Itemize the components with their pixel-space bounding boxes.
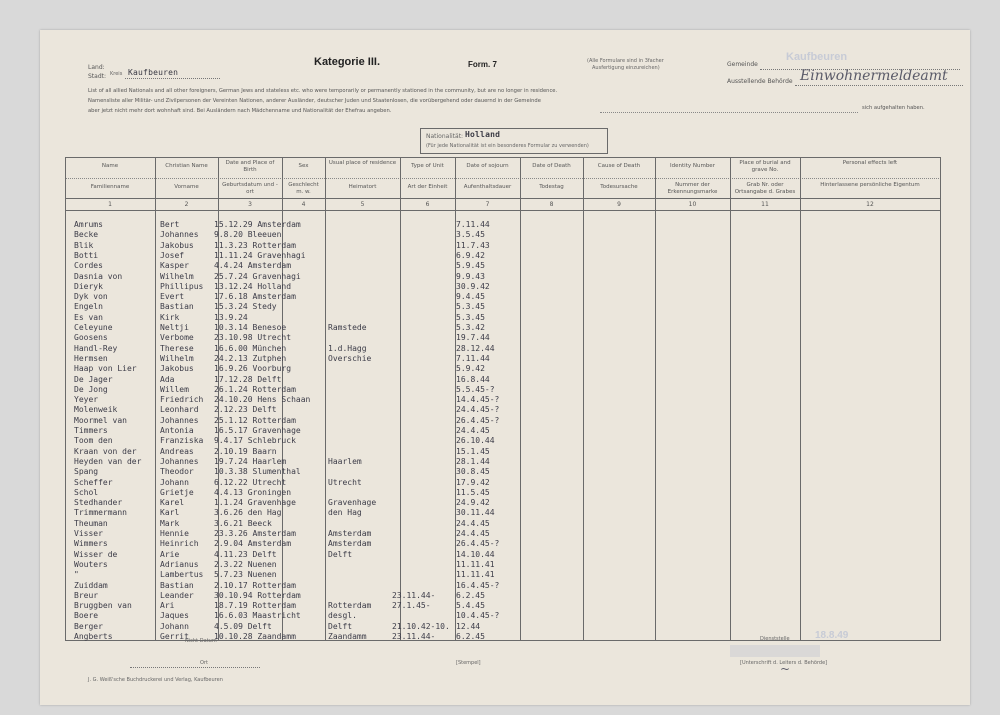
cell-vorname: Heinrich bbox=[160, 539, 199, 549]
cell-vorname: Leonhard bbox=[160, 405, 199, 415]
table-header-bottom bbox=[65, 198, 941, 199]
col-number: 8 bbox=[549, 201, 554, 208]
cell-geb: 2.10.17 Rotterdam bbox=[214, 580, 296, 590]
col-header-de: Todesursache bbox=[600, 184, 638, 190]
cell-dauer: 5.4.45 bbox=[456, 601, 485, 611]
cell-geb: 26.1.24 Rotterdam bbox=[214, 384, 296, 394]
stadt-label: Stadt: bbox=[88, 73, 107, 80]
table-row bbox=[0, 591, 1000, 601]
cell-vorname: Phillipus bbox=[160, 281, 204, 291]
table-row bbox=[0, 416, 1000, 426]
cell-dauer: 30.9.42 bbox=[456, 281, 490, 291]
col-header-en: Identity Number bbox=[670, 163, 715, 169]
cell-vorname: Ada bbox=[160, 374, 175, 384]
cell-geb: 4.5.09 Delft bbox=[214, 621, 272, 631]
table-row bbox=[0, 251, 1000, 261]
cell-vorname: Johannes bbox=[160, 230, 199, 240]
cell-heimat: Amsterdam bbox=[328, 539, 372, 549]
cell-heimat: Rotterdam bbox=[328, 601, 372, 611]
cell-dauer: 5.9.45 bbox=[456, 261, 485, 271]
cell-name: Dyk von bbox=[74, 292, 108, 302]
cell-name: Amrums bbox=[74, 220, 103, 229]
ort-underline bbox=[130, 667, 260, 668]
cell-name: Botti bbox=[74, 250, 99, 260]
table-row bbox=[0, 570, 1000, 580]
table-row bbox=[0, 622, 1000, 632]
cell-name: De Jager bbox=[74, 374, 113, 384]
cell-dauer: 24.4.45 bbox=[456, 529, 490, 538]
cell-geb: 16.6.00 München bbox=[214, 343, 287, 353]
table-top-line bbox=[65, 157, 941, 158]
cell-geb: 25.7.24 Gravenhagi bbox=[214, 271, 301, 281]
cell-dauer: 24.9.42 bbox=[456, 498, 490, 508]
cell-name: Moormel van bbox=[74, 415, 127, 425]
cell-dauer: 16.4.45-? bbox=[456, 580, 500, 590]
table-row bbox=[0, 302, 1000, 312]
cell-vorname: Adrianus bbox=[160, 559, 199, 569]
cell-vorname: Bastian bbox=[160, 580, 194, 590]
table-row bbox=[0, 385, 1000, 395]
cell-vorname: Franziska bbox=[160, 436, 204, 446]
cell-geb: 23.3.26 Amsterdam bbox=[214, 529, 296, 538]
footer-signature-mark: ~ bbox=[780, 662, 791, 676]
nationality-note: (Für jede Nationalität ist ein besonderes Formular zu verwenden) bbox=[426, 143, 589, 149]
cell-name: Angberts bbox=[74, 632, 113, 641]
cell-dauer: 6.2.45 bbox=[456, 590, 485, 600]
table-header-divider bbox=[65, 178, 941, 179]
cell-heimat: Utrecht bbox=[328, 477, 362, 487]
cell-geb: 3.6.26 den Hag bbox=[214, 508, 282, 518]
table-row bbox=[0, 395, 1000, 405]
cell-geb: 9.4.17 Schlebruck bbox=[214, 436, 296, 446]
cell-vorname: Antonia bbox=[160, 426, 194, 435]
cell-name: Hermsen bbox=[74, 353, 108, 363]
table-row bbox=[0, 508, 1000, 518]
col-number: 3 bbox=[248, 201, 252, 208]
cell-vorname: Arie bbox=[160, 549, 180, 559]
cell-heimat: den Hag bbox=[328, 508, 362, 518]
cell-name: Bruggben van bbox=[74, 601, 132, 611]
cell-heimat: 1.d.Hagg bbox=[328, 343, 367, 353]
cell-dauer: 24.4.45 bbox=[456, 518, 490, 528]
cell-vorname: Karel bbox=[160, 498, 185, 508]
footer-note: Nicht-Datum bbox=[185, 638, 217, 644]
cell-vorname: Hennie bbox=[160, 529, 189, 538]
cell-dauer: 11.11.41 bbox=[456, 570, 495, 580]
table-row bbox=[0, 539, 1000, 549]
cell-vorname: Gerrit bbox=[160, 632, 189, 641]
table-row bbox=[0, 230, 1000, 240]
cell-name: Cordes bbox=[74, 261, 103, 271]
col-number: 9 bbox=[617, 201, 621, 208]
cell-name: Trimmermann bbox=[74, 508, 127, 518]
cell-vorname: Willem bbox=[160, 384, 189, 394]
copies-note-1: (Alle Formulare sind in 3facher bbox=[587, 58, 664, 64]
table-row bbox=[0, 611, 1000, 621]
cell-dauer: 11.7.43 bbox=[456, 240, 490, 250]
cell-vorname: Ari bbox=[160, 601, 175, 611]
cell-name: Dieryk bbox=[74, 281, 103, 291]
cell-geb: 2.9.04 Amsterdam bbox=[214, 539, 292, 549]
table-row bbox=[0, 457, 1000, 467]
col-header-de: Familienname bbox=[90, 184, 130, 190]
col-header-de: Art der Einheit bbox=[407, 184, 448, 190]
cell-dauer: 11.11.41 bbox=[456, 559, 495, 569]
table-row bbox=[0, 498, 1000, 508]
cell-dauer: 15.1.45 bbox=[456, 446, 490, 456]
col-number: 11 bbox=[761, 201, 769, 208]
stempel-label: [Stempel] bbox=[456, 660, 481, 666]
col-header-en: Personal effects left bbox=[842, 160, 898, 166]
land-label: Land: bbox=[88, 64, 105, 71]
table-row bbox=[0, 333, 1000, 343]
col-header-en: Name bbox=[101, 163, 119, 169]
cell-dauer: 30.8.45 bbox=[456, 467, 490, 477]
cell-name: Toom den bbox=[74, 436, 113, 446]
cell-vorname: Leander bbox=[160, 590, 194, 600]
cell-name: Dasnia von bbox=[74, 271, 123, 281]
intro-line-de-1: Namensliste aller Militär- und Zivilpersonen der Vereinten Nationen, anderer Ausländer, deutscher Juden und Staatenlosen, die vorübergehend oder dauernd in der Gemeinde bbox=[88, 98, 541, 104]
cell-geb: 16.9.26 Voorburg bbox=[214, 364, 292, 374]
cell-name: De Jong bbox=[74, 384, 108, 394]
cell-name: Kraan von der bbox=[74, 446, 137, 456]
cell-geb: 4.4.13 Groningen bbox=[214, 487, 292, 497]
cell-dauer: 14.10.44 bbox=[456, 549, 495, 559]
cell-vorname: Bastian bbox=[160, 302, 194, 312]
cell-vorname: Andreas bbox=[160, 446, 194, 456]
table-row bbox=[0, 344, 1000, 354]
unterschrift-label: [Unterschrift d. Leiters d. Behörde] bbox=[740, 660, 828, 666]
cell-vorname: Jakobus bbox=[160, 364, 194, 374]
cell-name: Yeyer bbox=[74, 395, 99, 405]
printer-credit: J. G. Weiß'sche Buchdruckerei und Verlag, Kaufbeuren bbox=[88, 677, 223, 683]
cell-heimat: Amsterdam bbox=[328, 529, 372, 538]
table-row bbox=[0, 529, 1000, 539]
cell-geb: 19.7.24 Haarlem bbox=[214, 456, 287, 466]
cell-name: Zuiddam bbox=[74, 580, 108, 590]
cell-vorname: Theodor bbox=[160, 467, 194, 477]
cell-einheit: 23.11.44- bbox=[392, 632, 436, 641]
copies-note-2: Ausfertigung einzureichen) bbox=[592, 65, 660, 71]
cell-dauer: 5.3.42 bbox=[456, 323, 485, 332]
cell-vorname: Friedrich bbox=[160, 395, 204, 405]
nationality-box bbox=[420, 128, 608, 154]
table-row bbox=[0, 467, 1000, 477]
col-header-de: Geschlecht m. w. bbox=[288, 182, 319, 195]
cell-dauer: 24.4.45-? bbox=[456, 405, 500, 415]
cell-vorname: Grietje bbox=[160, 487, 194, 497]
cell-geb: 15.3.24 Stedy bbox=[214, 302, 277, 312]
table-row bbox=[0, 292, 1000, 302]
nationality-value: Holland bbox=[465, 130, 501, 139]
cell-name: Wisser de bbox=[74, 549, 118, 559]
col-number: 10 bbox=[688, 201, 697, 208]
table-row bbox=[0, 426, 1000, 436]
table-row bbox=[0, 447, 1000, 457]
col-header-en: Usual place of residence bbox=[328, 160, 397, 166]
col-header-de: Aufenthaltsdauer bbox=[463, 184, 512, 190]
cell-einheit: 23.11.44- bbox=[392, 590, 436, 600]
table-row bbox=[0, 519, 1000, 529]
cell-dauer: 5.5.45-? bbox=[456, 384, 495, 394]
cell-name: Wimmers bbox=[74, 539, 108, 549]
cell-dauer: 16.8.44 bbox=[456, 374, 490, 384]
table-row bbox=[0, 241, 1000, 251]
cell-geb: 17.6.18 Amsterdam bbox=[214, 292, 296, 302]
cell-name: Schol bbox=[74, 487, 99, 497]
intro-line-en: List of all allied Nationals and all other foreigners, German Jews and stateless etc. who were temporarily or permanently stationed in the community, but are no longer in residence. bbox=[88, 88, 558, 94]
col-number: 2 bbox=[184, 201, 189, 208]
col-header-de: Grab Nr. oder Ortsangabe d. Grabes bbox=[734, 182, 796, 195]
faded-stamp bbox=[730, 645, 820, 657]
col-number: 5 bbox=[360, 201, 365, 208]
cell-geb: 15.12.29 Amsterdam bbox=[214, 220, 301, 229]
col-header-en: Date and Place of Birth bbox=[225, 160, 275, 173]
cell-einheit: 27.1.45- bbox=[392, 601, 431, 611]
cell-name: Handl-Rey bbox=[74, 343, 118, 353]
cell-geb: 3.6.21 Beeck bbox=[214, 518, 272, 528]
table-row bbox=[0, 220, 1000, 230]
cell-dauer: 5.3.45 bbox=[456, 302, 485, 312]
cell-heimat: Zaandamm bbox=[328, 632, 367, 641]
intro-underline bbox=[600, 112, 858, 113]
cell-name: Berger bbox=[74, 621, 103, 631]
table-row bbox=[0, 632, 1000, 642]
cell-name: Scheffer bbox=[74, 477, 113, 487]
col-header-de: Hinterlassene persönliche Eigentum bbox=[820, 182, 920, 188]
cell-name: Goosens bbox=[74, 333, 108, 343]
table-row bbox=[0, 478, 1000, 488]
cell-dauer: 7.11.44 bbox=[456, 353, 490, 363]
cell-name: Wouters bbox=[74, 559, 108, 569]
cell-dauer: 30.11.44 bbox=[456, 508, 495, 518]
table-row bbox=[0, 488, 1000, 498]
cell-einheit: 21.10.42-10. bbox=[392, 621, 450, 631]
cell-vorname: Johann bbox=[160, 477, 189, 487]
cell-name: Celeyune bbox=[74, 323, 113, 332]
cell-vorname: Wilhelm bbox=[160, 353, 194, 363]
cell-name: Haap von Lier bbox=[74, 364, 137, 374]
cell-heimat: Overschie bbox=[328, 353, 372, 363]
cell-geb: 17.12.28 Delft bbox=[214, 374, 282, 384]
cell-geb: 10.3.38 Slumenthal bbox=[214, 467, 301, 477]
table-row bbox=[0, 436, 1000, 446]
form-number: Form. 7 bbox=[468, 60, 497, 69]
cell-dauer: 19.7.44 bbox=[456, 333, 490, 343]
cell-vorname: Bert bbox=[160, 220, 180, 229]
cell-geb: 25.1.12 Rotterdam bbox=[214, 415, 296, 425]
table-row bbox=[0, 323, 1000, 333]
cell-dauer: 14.4.45-? bbox=[456, 395, 500, 405]
cell-geb: 11.3.23 Rotterdam bbox=[214, 240, 296, 250]
cell-name: Timmers bbox=[74, 426, 108, 435]
cell-heimat: Delft bbox=[328, 549, 353, 559]
cell-name: Becke bbox=[74, 230, 99, 240]
cell-geb: 9.8.20 Bleeuen bbox=[214, 230, 282, 240]
table-row bbox=[0, 261, 1000, 271]
cell-vorname: Lambertus bbox=[160, 570, 204, 580]
table-row bbox=[0, 354, 1000, 364]
cell-name: " bbox=[74, 570, 79, 580]
cell-geb: 2.10.19 Baarn bbox=[214, 446, 277, 456]
col-header-en: Cause of Death bbox=[597, 163, 641, 169]
col-header-de: Todestag bbox=[539, 184, 564, 190]
cell-vorname: Verbome bbox=[160, 333, 194, 343]
cell-name: Theuman bbox=[74, 518, 108, 528]
behoerde-underline bbox=[795, 85, 963, 86]
cell-name: Engeln bbox=[74, 302, 103, 312]
cell-vorname: Josef bbox=[160, 250, 185, 260]
cell-vorname: Johannes bbox=[160, 415, 199, 425]
col-header-en: Sex bbox=[298, 163, 309, 169]
col-number: 1 bbox=[108, 201, 112, 208]
cell-dauer: 7.11.44 bbox=[456, 220, 490, 229]
cell-geb: 5.7.23 Nuenen bbox=[214, 570, 277, 580]
col-header-de: Nummer der Erkennungsmarke bbox=[667, 182, 718, 195]
cell-geb: 10.3.14 Benesoe bbox=[214, 323, 287, 332]
cell-dauer: 24.4.45 bbox=[456, 426, 490, 435]
cell-dauer: 3.5.45 bbox=[456, 230, 485, 240]
cell-dauer: 10.4.45-? bbox=[456, 611, 500, 621]
cell-geb: 4.4.24 Amsterdam bbox=[214, 261, 292, 271]
col-header-en: Date of Death bbox=[532, 163, 571, 169]
cell-dauer: 28.1.44 bbox=[456, 456, 490, 466]
cell-name: Boere bbox=[74, 611, 99, 621]
table-row bbox=[0, 581, 1000, 591]
stadt-underline bbox=[125, 78, 220, 79]
cell-name: Molenweik bbox=[74, 405, 118, 415]
cell-name: Blik bbox=[74, 240, 94, 250]
cell-name: Visser bbox=[74, 529, 103, 538]
cell-geb: 24.2.13 Zutphen bbox=[214, 353, 287, 363]
cell-geb: 23.10.98 Utrecht bbox=[214, 333, 292, 343]
intro-suffix: sich aufgehalten haben. bbox=[862, 105, 925, 111]
col-number: 6 bbox=[425, 201, 430, 208]
table-row bbox=[0, 405, 1000, 415]
date-stamp: 18.8.49 bbox=[815, 630, 849, 641]
cell-dauer: 6.2.45 bbox=[456, 632, 485, 641]
cell-geb: 24.10.20 Hens Schaan bbox=[214, 395, 311, 405]
cell-vorname: Jaques bbox=[160, 611, 189, 621]
cell-geb: 4.11.23 Delft bbox=[214, 549, 277, 559]
cell-heimat: Gravenhage bbox=[328, 498, 377, 508]
page-title: Kategorie III. bbox=[314, 56, 381, 68]
cell-dauer: 5.3.45 bbox=[456, 312, 485, 322]
gemeinde-stamp: Kaufbeuren bbox=[786, 51, 848, 63]
cell-dauer: 26.4.45-? bbox=[456, 539, 500, 549]
cell-heimat: Haarlem bbox=[328, 456, 362, 466]
table-row bbox=[0, 601, 1000, 611]
col-header-de: Geburtsdatum und -ort bbox=[222, 182, 278, 195]
cell-vorname: Wilhelm bbox=[160, 271, 194, 281]
cell-dauer: 9.9.43 bbox=[456, 271, 485, 281]
cell-vorname: Johann bbox=[160, 621, 189, 631]
table-number-bottom bbox=[65, 210, 941, 211]
cell-heimat: desgl. bbox=[328, 611, 357, 621]
cell-vorname: Evert bbox=[160, 292, 185, 302]
cell-dauer: 5.9.42 bbox=[456, 364, 485, 374]
cell-dauer: 28.12.44 bbox=[456, 343, 495, 353]
col-number: 12 bbox=[866, 201, 874, 208]
cell-vorname: Neltji bbox=[160, 323, 189, 332]
cell-dauer: 26.10.44 bbox=[456, 436, 495, 446]
cell-heimat: Delft bbox=[328, 621, 353, 631]
cell-geb: 2.3.22 Nuenen bbox=[214, 559, 277, 569]
cell-geb: 13.9.24 bbox=[214, 312, 248, 322]
cell-geb: 10.10.28 Zaandamm bbox=[214, 632, 296, 641]
col-header-de: Heimatort bbox=[348, 184, 377, 190]
cell-geb: 13.12.24 Holland bbox=[214, 281, 292, 291]
gemeinde-label: Gemeinde bbox=[727, 61, 758, 68]
col-number: 7 bbox=[485, 201, 490, 208]
ort-label: Ort bbox=[200, 660, 208, 666]
col-header-en: Place of burial and grave No. bbox=[739, 160, 791, 173]
cell-geb: 6.12.22 Utrecht bbox=[214, 477, 287, 487]
cell-vorname: Jakobus bbox=[160, 240, 194, 250]
cell-dauer: 9.4.45 bbox=[456, 292, 485, 302]
table-row bbox=[0, 550, 1000, 560]
dienststelle-label: Dienststelle bbox=[760, 636, 790, 642]
stadt-prefix: Kreis bbox=[110, 71, 123, 77]
cell-vorname: Kirk bbox=[160, 312, 180, 322]
cell-geb: 1.1.24 Gravenhage bbox=[214, 498, 296, 508]
table-row bbox=[0, 313, 1000, 323]
col-header-en: Christian Name bbox=[165, 163, 208, 169]
cell-heimat: Ramstede bbox=[328, 323, 367, 332]
cell-vorname: Johannes bbox=[160, 456, 199, 466]
table-row bbox=[0, 560, 1000, 570]
cell-vorname: Karl bbox=[160, 508, 180, 518]
col-number: 4 bbox=[301, 201, 306, 208]
cell-name: Stedhander bbox=[74, 498, 123, 508]
col-header-de: Vorname bbox=[174, 184, 199, 190]
cell-dauer: 12.44 bbox=[456, 621, 481, 631]
stadt-value: Kaufbeuren bbox=[128, 68, 179, 77]
cell-dauer: 6.9.42 bbox=[456, 250, 485, 260]
cell-name: Breur bbox=[74, 590, 99, 600]
behoerde-signature: Einwohnermeldeamt bbox=[800, 68, 948, 84]
cell-name: Heyden van der bbox=[74, 456, 142, 466]
nationality-label: Nationalität: bbox=[426, 133, 464, 140]
cell-name: Es van bbox=[74, 312, 103, 322]
cell-geb: 2.12.23 Delft bbox=[214, 405, 277, 415]
cell-dauer: 26.4.45-? bbox=[456, 415, 500, 425]
col-header-en: Type of Unit bbox=[411, 163, 444, 169]
cell-geb: 16.5.17 Gravenhage bbox=[214, 426, 301, 435]
cell-vorname: Kasper bbox=[160, 261, 189, 271]
cell-geb: 18.7.19 Rotterdam bbox=[214, 601, 296, 611]
cell-vorname: Therese bbox=[160, 343, 194, 353]
table-row bbox=[0, 282, 1000, 292]
intro-line-de-2: aber jetzt nicht mehr dort wohnhaft sind. Bei Ausländern nach Mädchenname und Nationalität der Ehefrau angeben. bbox=[88, 108, 392, 114]
cell-geb: 30.10.94 Rotterdam bbox=[214, 590, 301, 600]
table-row bbox=[0, 364, 1000, 374]
cell-geb: 16.6.03 Maastricht bbox=[214, 611, 301, 621]
cell-vorname: Mark bbox=[160, 518, 180, 528]
cell-dauer: 11.5.45 bbox=[456, 487, 490, 497]
table-row bbox=[0, 375, 1000, 385]
cell-geb: 11.11.24 Gravenhagi bbox=[214, 250, 306, 260]
cell-name: Spang bbox=[74, 467, 99, 477]
col-header-en: Date of sojourn bbox=[466, 163, 509, 169]
behoerde-label: Ausstellende Behörde bbox=[727, 78, 793, 85]
table-row bbox=[0, 272, 1000, 282]
cell-dauer: 17.9.42 bbox=[456, 477, 490, 487]
